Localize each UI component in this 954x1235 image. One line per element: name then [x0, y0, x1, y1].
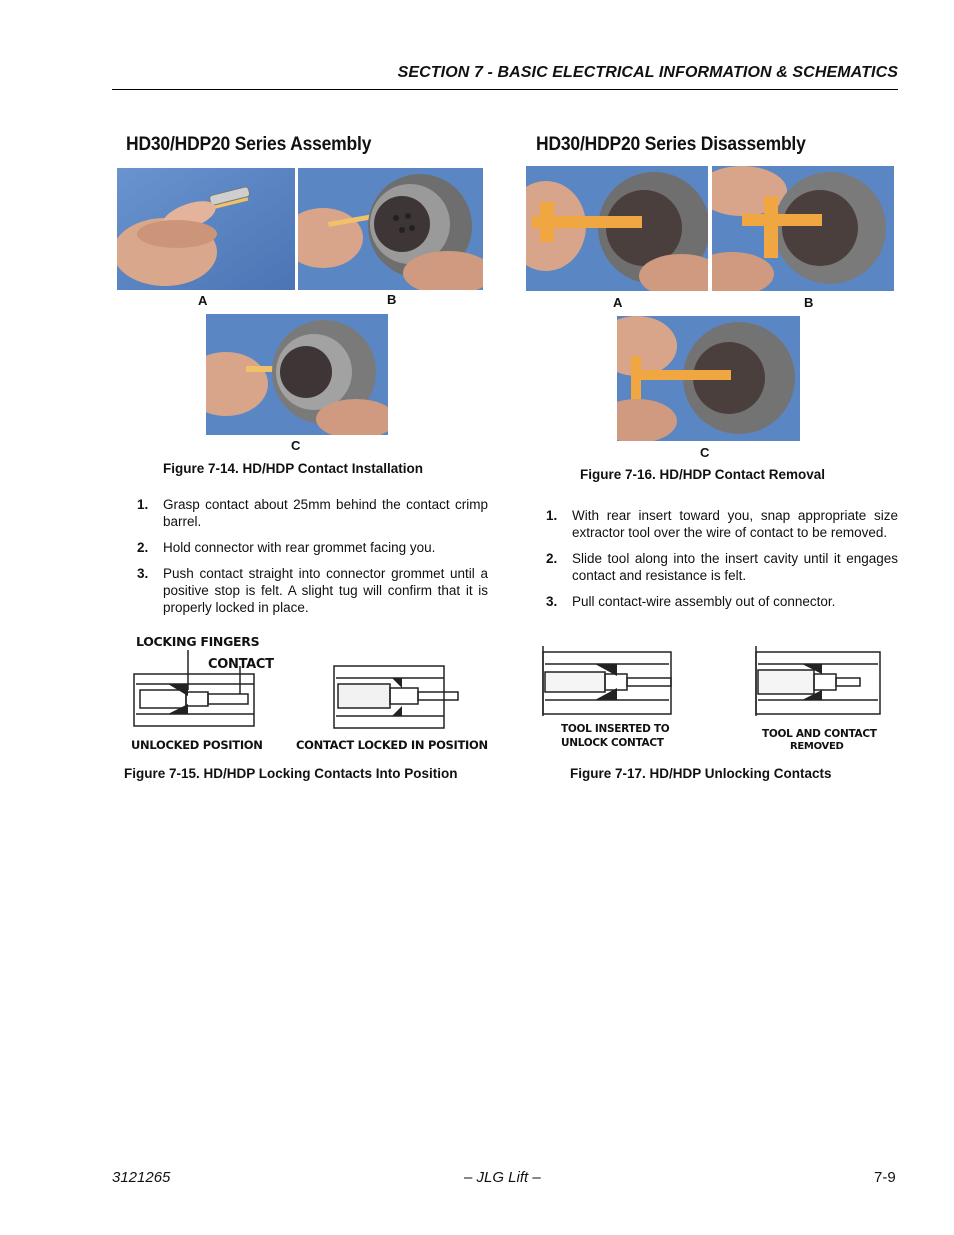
footer-brand: – JLG Lift –	[464, 1169, 541, 1186]
list-item: 1. Grasp contact about 25mm behind the contact crimp barrel.	[137, 497, 488, 529]
list-item: 2. Slide tool along into the insert cavity until it engages contact and resistance is felt.	[546, 551, 898, 583]
figure-7-14-caption: Figure 7-14. HD/HDP Contact Installation	[163, 461, 424, 476]
figure-7-16-caption: Figure 7-16. HD/HDP Contact Removal	[580, 467, 826, 482]
tool-inserted-label-2: UNLOCK CONTACT	[561, 737, 664, 749]
disassembly-photo-a	[526, 166, 708, 291]
disassembly-label-a: A	[613, 295, 623, 310]
tool-removed-label-2: REMOVED	[790, 741, 844, 752]
list-item: 3. Push contact straight into connector grommet until a positive stop is felt. A slight tug will confirm that it is properly locked in place.	[137, 566, 488, 615]
assembly-label-b: B	[387, 292, 397, 307]
assembly-photo-c	[206, 314, 388, 435]
assembly-steps	[137, 496, 488, 625]
tool-inserted-label-1: TOOL INSERTED TO	[561, 723, 670, 735]
unlocked-diagram	[128, 648, 268, 730]
disassembly-label-b: B	[804, 295, 814, 310]
figure-7-15-caption: Figure 7-15. HD/HDP Locking Contacts Into Position	[124, 766, 458, 781]
assembly-label-a: A	[198, 293, 208, 308]
disassembly-label-c: C	[700, 445, 710, 460]
footer-doc-number: 3121265	[112, 1169, 171, 1186]
figure-7-17-caption: Figure 7-17. HD/HDP Unlocking Contacts	[570, 766, 832, 781]
tool-removed-label-1: TOOL AND CONTACT	[762, 728, 877, 740]
section-header: SECTION 7 - BASIC ELECTRICAL INFORMATION & SCHEMATICS	[397, 64, 898, 81]
disassembly-heading: HD30/HDP20 Series Disassembly	[536, 134, 806, 155]
tool-removed-diagram	[752, 642, 884, 720]
locked-position-label: CONTACT LOCKED IN POSITION	[296, 738, 488, 752]
assembly-heading: HD30/HDP20 Series Assembly	[126, 134, 372, 155]
disassembly-steps	[546, 507, 898, 619]
contact-label: CONTACT	[208, 657, 274, 672]
assembly-photo-b	[298, 168, 483, 290]
disassembly-photo-c	[617, 316, 800, 441]
list-item: 3. Pull contact-wire assembly out of connector.	[546, 594, 836, 609]
footer-page-number: 7-9	[874, 1169, 896, 1186]
assembly-photo-a	[117, 168, 295, 290]
assembly-label-c: C	[291, 438, 301, 453]
list-item: 2. Hold connector with rear grommet facing you.	[137, 540, 436, 555]
locking-fingers-label: LOCKING FINGERS	[136, 634, 260, 649]
unlocked-position-label: UNLOCKED POSITION	[131, 738, 263, 752]
header-rule	[112, 89, 898, 90]
locked-diagram	[330, 662, 462, 732]
disassembly-photo-b	[712, 166, 894, 291]
tool-inserted-diagram	[537, 642, 677, 720]
list-item: 1. With rear insert toward you, snap appropriate size extractor tool over the wire of contact to be removed.	[546, 508, 898, 540]
